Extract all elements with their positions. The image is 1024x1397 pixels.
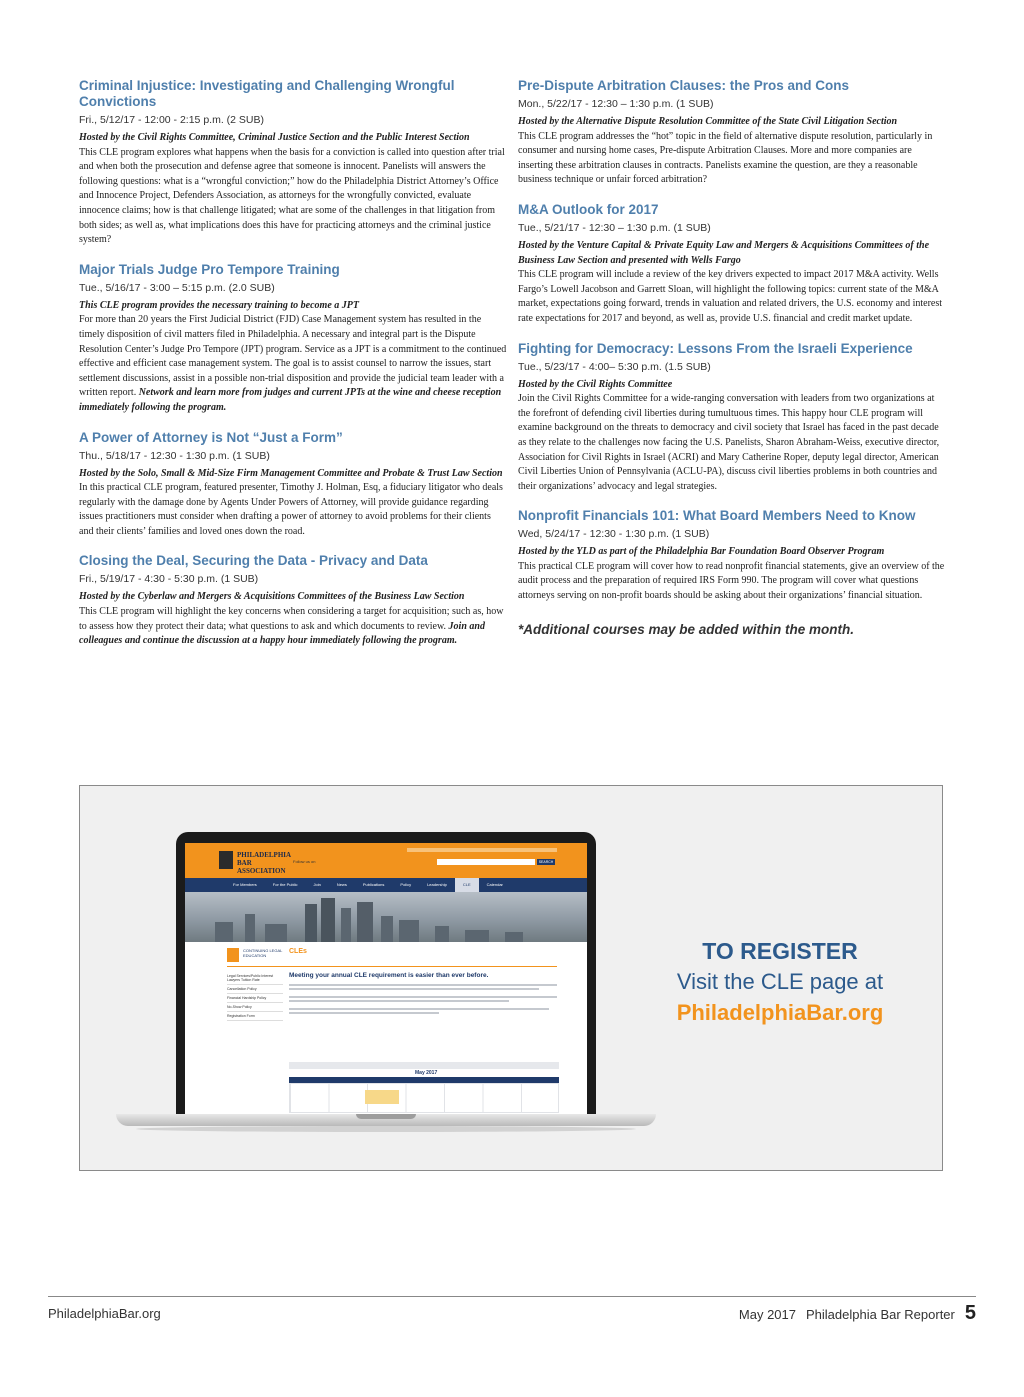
site-sidebar-link: Legal Services/Public Interest Lawyers Tuition Rate: [227, 972, 283, 985]
register-heading: TO REGISTER: [702, 938, 858, 964]
liberty-bell-logo-icon: [219, 851, 233, 869]
course-date: Mon., 5/22/17 - 12:30 – 1:30 p.m. (1 SUB): [518, 98, 714, 110]
skyline-photo: [185, 892, 587, 942]
site-header-bar: [185, 843, 587, 878]
course-emphasis: Network and learn more from judges and current JPTs at the wine and cheese reception immediately following the program.: [79, 387, 502, 413]
site-nav-item: Leadership: [427, 882, 447, 887]
site-sidebar: [227, 972, 283, 1021]
cles-heading: CLEs: [289, 948, 307, 955]
right-column: [518, 78, 948, 637]
course-description-text: In this practical CLE program, featured presenter, Timothy J. Holman, Esq, a fiduciary litigator who deals regularly with the damage done by Agents Under Powers of Attorney, will provide guidance regarding issues practitioners must consider when drafting a power of attorney to avoid problems for their clients and their clients’ families and loved ones down the road.: [79, 482, 503, 537]
site-content: [185, 942, 587, 1114]
site-sidebar-link: Financial Hardship Policy: [227, 994, 283, 1003]
course-host: Hosted by the Solo, Small & Mid-Size Firm Management Committee and Probate & Trust Law Section: [79, 467, 503, 479]
site-nav-item: Join: [313, 882, 321, 887]
course-date: Wed, 5/24/17 - 12:30 - 1:30 p.m. (1 SUB): [518, 528, 710, 541]
site-nav-item: For the Public: [272, 882, 298, 887]
laptop-shadow: [136, 1126, 636, 1132]
site-follow-text: Follow us on: [293, 859, 316, 864]
site-search-button: SEARCH: [538, 860, 554, 864]
course-description: [518, 268, 948, 326]
course-listing: [518, 508, 948, 603]
site-calendar-event: [365, 1090, 399, 1104]
course-title: M&A Outlook for 2017: [518, 201, 659, 217]
course-title: Major Trials Judge Pro Tempore Training: [79, 261, 340, 277]
footer-website: PhiladelphiaBar.org: [48, 1306, 161, 1321]
course-description-text: This CLE program will include a review of the key drivers expected to impact 2017 M&A activity. Wells Fargo’s Lowell Jacobson and Garrett Sloan, will highlight the following topics: current state of the M&A market, expectations going forward, trends in valuation and related drivers, the U.S. economy and interest rate expectations for 2017 and beyond, as well as, provide U.S. financial and credit market update.: [518, 269, 943, 324]
site-nav-item: News: [336, 882, 347, 887]
site-nav-item: Calendar: [486, 882, 503, 887]
course-title: Criminal Injustice: Investigating and Challenging Wrongful Convictions: [79, 78, 455, 109]
cle-logo-text: CONTINUING LEGAL EDUCATION: [243, 948, 283, 958]
course-title: A Power of Attorney is Not “Just a Form”: [79, 429, 343, 445]
course-listing: [79, 553, 507, 648]
register-website-link[interactable]: PhiladelphiaBar.org: [676, 1000, 884, 1025]
course-description-text: For more than 20 years the First Judicial District (FJD) Case Management system has resulted in the timely disposition of civil matters filed in Philadelphia. A necessary and integral part is the Dispute Resolution Center’s Judge Pro Tempore (JPT) program. Service as a JPT is a commitment to the continued effective and efficient case management system. The goal is to assist counsel to narrow the issues, start settlement discussions, assist in a possible non-trial disposition and provide the judicial team leader with a written report.: [79, 314, 507, 399]
course-host: Hosted by the Civil Rights Committee, Criminal Justice Section and the Public Interest Section: [79, 132, 470, 143]
course-title: Pre-Dispute Arbitration Clauses: the Pros and Cons: [518, 78, 850, 93]
site-nav-item: For Members: [233, 882, 257, 887]
additional-courses-note: *Additional courses may be added within the month.: [518, 621, 855, 637]
site-sidebar-link: Cancellation Policy: [227, 985, 283, 994]
course-host: Hosted by the Alternative Dispute Resolution Committee of the State Civil Litigation Section: [518, 116, 898, 127]
course-description-text: This practical CLE program will cover how to read nonprofit financial statements, give an overview of the audit process and the preparation of required IRS Form 990. The program will cover what questions attorneys serving on non-profit boards should be asking about their organizations’ financial situation.: [518, 560, 945, 602]
course-title: Nonprofit Financials 101: What Board Members Need to Know: [518, 508, 916, 524]
footer-issue: May 2017: [738, 1307, 796, 1322]
course-description: [518, 392, 948, 494]
site-top-links: [407, 848, 557, 852]
register-instruction: Visit the CLE page at: [676, 969, 884, 994]
course-listing: [79, 78, 507, 248]
course-host: Hosted by the Civil Rights Committee: [518, 378, 673, 390]
course-listing: [79, 430, 507, 540]
site-sidebar-link: No-Show Policy: [227, 1003, 283, 1012]
register-callout: [640, 936, 920, 1028]
site-calendar-title: May 2017: [415, 1070, 438, 1076]
site-sidebar-link: Registration Form: [227, 1012, 283, 1021]
left-column: [79, 78, 507, 663]
course-title: Fighting for Democracy: Lessons From the Israeli Experience: [518, 340, 913, 356]
course-emphasis: Join and colleagues and continue the discussion at a happy hour immediately following the program.: [79, 620, 485, 647]
site-nav-item: Policy: [400, 882, 412, 887]
site-search-input: [437, 859, 535, 865]
laptop-notch: [356, 1114, 416, 1119]
site-nav-item: Publications: [362, 882, 385, 887]
course-description-text: This CLE program will highlight the key concerns when considering a target for acquisition; such as, how to assess how they protect their data; what questions to ask and which documents to review.: [79, 606, 504, 632]
course-title: Closing the Deal, Securing the Data - Privacy and Data: [79, 553, 428, 569]
site-calendar-grid: [289, 1083, 559, 1113]
course-date: Tue., 5/21/17 - 12:30 – 1:30 p.m. (1 SUB): [518, 221, 711, 234]
course-description: [79, 313, 507, 415]
site-headline: Meeting your annual CLE requirement is easier than ever before.: [289, 972, 489, 979]
page-number: 5: [964, 1302, 976, 1324]
register-panel: [79, 785, 943, 1171]
course-host: This CLE program provides the necessary training to become a JPT: [79, 299, 359, 311]
footer-rule: [48, 1296, 976, 1297]
course-date: Fri., 5/12/17 - 12:00 - 2:15 p.m. (2 SUB): [79, 114, 264, 126]
course-date: Fri., 5/19/17 - 4:30 - 5:30 p.m. (1 SUB): [79, 573, 259, 586]
course-listing: [518, 202, 948, 327]
laptop-illustration: [116, 832, 656, 1132]
laptop-screen-bezel: [176, 832, 596, 1114]
site-nav: [185, 878, 587, 892]
course-description: [79, 146, 507, 248]
site-nav-item: CLE: [455, 878, 479, 892]
course-description-text: This CLE program explores what happens when the basis for a conviction is called into question after trial and when both the prosecution and defense agree that someone is innocent. Panelists will answers the following questions: what is a “wrongful conviction;” how do the Philadelphia District Attorney’s Office and Innocence Project, Defenders Association, as attorneys for the wrongfully convicted, evaluate innocence claims; how is that challenge litigated; what are some of the challenges in that litigation from both sides; as well as, what implications does this have for practicing attorneys and the criminal justice system?: [79, 146, 505, 246]
course-host: Hosted by the YLD as part of the Philadelphia Bar Foundation Board Observer Program: [518, 546, 885, 558]
course-listing: [518, 341, 948, 495]
course-date: Tue., 5/23/17 - 4:00– 5:30 p.m. (1.5 SUB): [518, 360, 711, 373]
course-description: [79, 481, 507, 539]
course-description: [518, 560, 948, 604]
course-description-text: This CLE program addresses the “hot” topic in the field of alternative dispute resolution, particularly in consumer and nursing home cases, Pre-dispute Arbitration Clauses. More and more companies are inserting these arbitration clauses in contracts. Panelists examine the question, are they a reasonable business technique or unfair forced arbitration?: [518, 130, 933, 186]
course-date: Tue., 5/16/17 - 3:00 – 5:15 p.m. (2.0 SUB): [79, 281, 275, 294]
website-screenshot: [185, 843, 587, 1114]
course-description-text: Join the Civil Rights Committee for a wide-ranging conversation with leaders from two organizations at the forefront of defending civil liberties during tumultuous times. This happy hour CLE program will examine background on the threats to democracy and civil society that Israel has faced in the past decade as they relate to the challenges now facing the U.S. Panelists, Sharon Abraham-Weiss, executive director, Association for Civil Rights in Israel (ACRI) and Mary Catherine Roper, deputy legal director, American Civil Liberties Union of Pennsylvania (ACLU-PA), discuss civil liberties problems in both countries and their organizations’ advocacy and legal strategies.: [518, 393, 940, 492]
footer-publication: Philadelphia Bar Reporter: [806, 1307, 955, 1322]
course-listing: [518, 78, 948, 188]
site-calendar-search: [289, 1062, 559, 1069]
footer-info: [739, 1302, 976, 1325]
course-host: Hosted by the Cyberlaw and Mergers & Acquisitions Committees of the Business Law Section: [79, 591, 465, 603]
cle-logo-icon: [227, 948, 239, 962]
site-divider: [227, 966, 557, 967]
site-logo-text: PHILADELPHIA BAR ASSOCIATION: [237, 851, 291, 875]
course-description: [79, 605, 507, 649]
course-date: Thu., 5/18/17 - 12:30 - 1:30 p.m. (1 SUB): [79, 449, 270, 462]
course-host: Hosted by the Venture Capital & Private Equity Law and Mergers & Acquisitions Committees of the Business Law Section and presented with Wells Fargo: [518, 239, 930, 266]
course-listing: [79, 262, 507, 416]
course-description: [518, 130, 948, 188]
